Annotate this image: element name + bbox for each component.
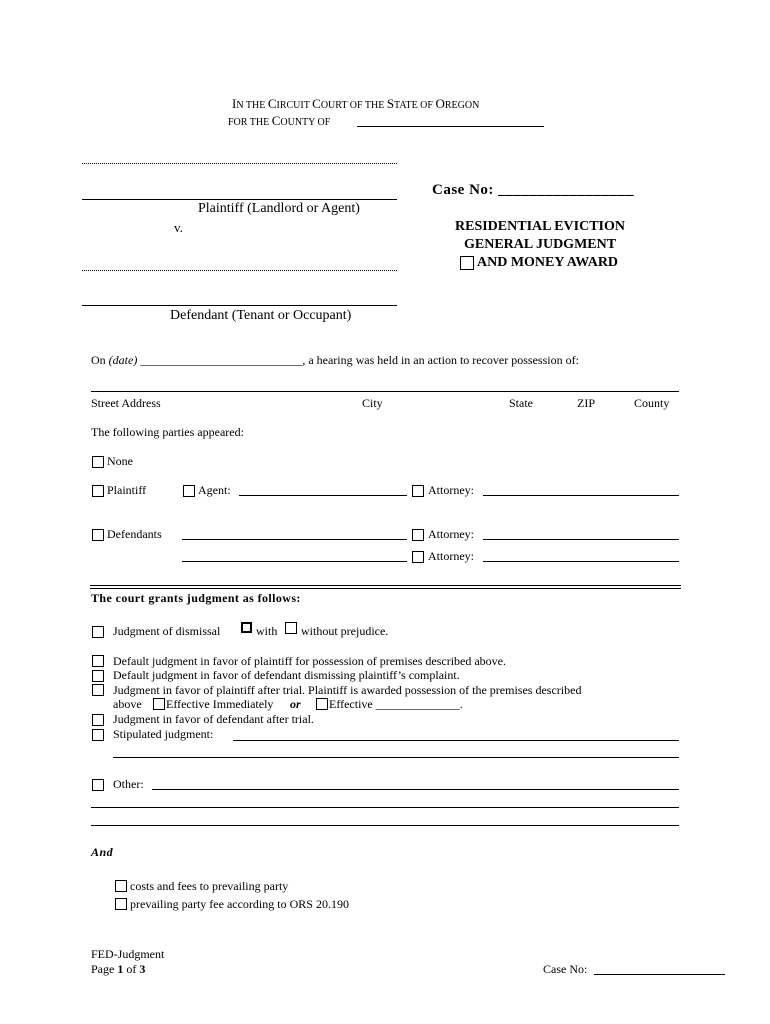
trial-plaintiff-checkbox[interactable] (92, 684, 104, 696)
street-address-label: Street Address (91, 396, 161, 410)
plaintiff-name-field-2[interactable] (82, 199, 397, 200)
effective-date-checkbox[interactable] (316, 698, 328, 710)
page-total: 3 (139, 962, 146, 976)
with-label: with (256, 624, 278, 638)
default-plaintiff-label: Default judgment in favor of plaintiff for possession of premises described above. (113, 654, 507, 668)
plaintiff-appeared-label: Plaintiff (107, 483, 147, 497)
with-prejudice-checkbox[interactable] (241, 622, 252, 633)
parties-intro: The following parties appeared: (91, 425, 244, 439)
plaintiff-name-field-1[interactable] (82, 163, 397, 164)
default-defendant-label: Default judgment in favor of defendant dismissing plaintiff’s complaint. (113, 668, 460, 682)
defendant-name-field-a[interactable] (182, 539, 407, 540)
court-title-part: O (435, 96, 445, 111)
court-title-part: OURT OF THE (320, 100, 387, 111)
plaintiff-appeared-checkbox[interactable] (92, 485, 104, 497)
other-field-3[interactable] (91, 825, 679, 826)
other-field-1[interactable] (152, 789, 679, 790)
stipulated-field-2[interactable] (113, 757, 679, 758)
form-title-line1: RESIDENTIAL EVICTION (455, 219, 625, 234)
other-checkbox[interactable] (92, 779, 104, 791)
effective-label (329, 697, 463, 712)
costs-fees-label: costs and fees to prevailing party (130, 879, 289, 893)
court-title-part: IRCUIT (276, 100, 313, 111)
zip-label: ZIP (577, 396, 595, 410)
effective-immediately-label: Effective Immediately (166, 697, 274, 711)
court-title-line2 (228, 113, 330, 129)
hearing-prefix: On (91, 353, 109, 367)
court-title-part: REGON (444, 100, 480, 111)
other-field-2[interactable] (91, 807, 679, 808)
defendant-attorney-field-1[interactable] (483, 539, 679, 540)
plaintiff-attorney-label: Attorney: (428, 483, 474, 497)
defendant-name-field-1[interactable] (82, 270, 397, 271)
plaintiff-attorney-field[interactable] (483, 495, 679, 496)
court-title-line1 (232, 96, 479, 112)
other-label: Other: (113, 777, 144, 791)
defendant-attorney-label-2: Attorney: (428, 549, 474, 563)
page-of: of (123, 962, 140, 976)
hearing-suffix: , a hearing was held in an action to recover possession of: (302, 353, 579, 367)
defendant-label: Defendant (Tenant or Occupant) (170, 308, 352, 323)
agent-label: Agent: (198, 483, 231, 497)
court-title-part: C (267, 96, 277, 111)
defendant-name-field-b[interactable] (182, 561, 407, 562)
effective-date-field[interactable]: ______________. (372, 697, 463, 711)
court-title-part: S (386, 96, 395, 111)
effective-text: Effective (329, 697, 373, 711)
case-number-label: Case No: _________________ (432, 182, 635, 198)
defendant-attorney-label-1: Attorney: (428, 527, 474, 541)
city-label: City (362, 396, 383, 410)
agent-checkbox[interactable] (183, 485, 195, 497)
trial-plaintiff-label: Judgment in favor of plaintiff after trial. Plaintiff is awarded possession of the premises described (113, 683, 582, 697)
defendants-appeared-checkbox[interactable] (92, 529, 104, 541)
trial-defendant-label: Judgment in favor of defendant after trial. (113, 712, 314, 726)
court-title-part: I (232, 96, 237, 111)
court-title-part: N THE (236, 100, 268, 111)
trial-defendant-checkbox[interactable] (92, 714, 104, 726)
page-current: 1 (117, 962, 124, 976)
footer-case-number-label: Case No: (543, 962, 588, 976)
or-label: or (290, 697, 301, 711)
court-title-part: OUNTY OF (280, 117, 331, 128)
without-prejudice-label: without prejudice. (301, 624, 389, 638)
defendants-appeared-label: Defendants (107, 527, 162, 541)
hearing-date-field[interactable]: ___________________________ (137, 353, 303, 367)
money-award-checkbox[interactable] (460, 256, 474, 270)
section-divider (90, 585, 681, 589)
court-title-part: TATE OF (394, 100, 436, 111)
form-name: FED-Judgment (91, 947, 165, 961)
footer-case-number-field[interactable] (594, 974, 725, 975)
none-checkbox[interactable] (92, 456, 104, 468)
defendant-attorney-checkbox-1[interactable] (412, 529, 424, 541)
dismissal-checkbox[interactable] (92, 626, 104, 638)
stipulated-label: Stipulated judgment: (113, 727, 214, 741)
default-defendant-checkbox[interactable] (92, 670, 104, 682)
state-label: State (509, 396, 533, 410)
dismissal-label: Judgment of dismissal (113, 624, 221, 638)
judgment-heading: The court grants judgment as follows: (91, 591, 301, 605)
without-prejudice-checkbox[interactable] (285, 622, 297, 634)
form-title-line3: AND MONEY AWARD (477, 255, 619, 270)
defendant-attorney-field-2[interactable] (483, 561, 679, 562)
county-label: County (634, 396, 670, 410)
hearing-sentence (91, 353, 579, 368)
effective-immediately-checkbox[interactable] (153, 698, 165, 710)
versus-label: v. (174, 220, 183, 235)
defendant-name-field-2[interactable] (82, 305, 397, 306)
form-title-line2: GENERAL JUDGMENT (464, 237, 617, 252)
page-prefix: Page (91, 962, 118, 976)
and-heading: And (91, 845, 114, 859)
county-field[interactable] (357, 126, 544, 127)
court-title-part: FOR THE (228, 117, 272, 128)
stipulated-field-1[interactable] (233, 740, 679, 741)
default-plaintiff-checkbox[interactable] (92, 655, 104, 667)
none-label: None (107, 454, 133, 468)
court-title-part: C (271, 113, 281, 128)
hearing-date-label: (date) (108, 353, 138, 367)
prevailing-party-fee-label: prevailing party fee according to ORS 20.190 (130, 897, 349, 911)
plaintiff-attorney-checkbox[interactable] (412, 485, 424, 497)
plaintiff-label: Plaintiff (Landlord or Agent) (198, 201, 360, 216)
stipulated-checkbox[interactable] (92, 729, 104, 741)
court-title-part: C (312, 96, 321, 111)
prevailing-party-fee-checkbox[interactable] (115, 898, 127, 910)
address-field[interactable] (91, 391, 679, 392)
above-label: above (113, 697, 142, 711)
page-number (91, 962, 145, 977)
costs-fees-checkbox[interactable] (115, 880, 127, 892)
agent-field[interactable] (239, 495, 407, 496)
defendant-attorney-checkbox-2[interactable] (412, 551, 424, 563)
